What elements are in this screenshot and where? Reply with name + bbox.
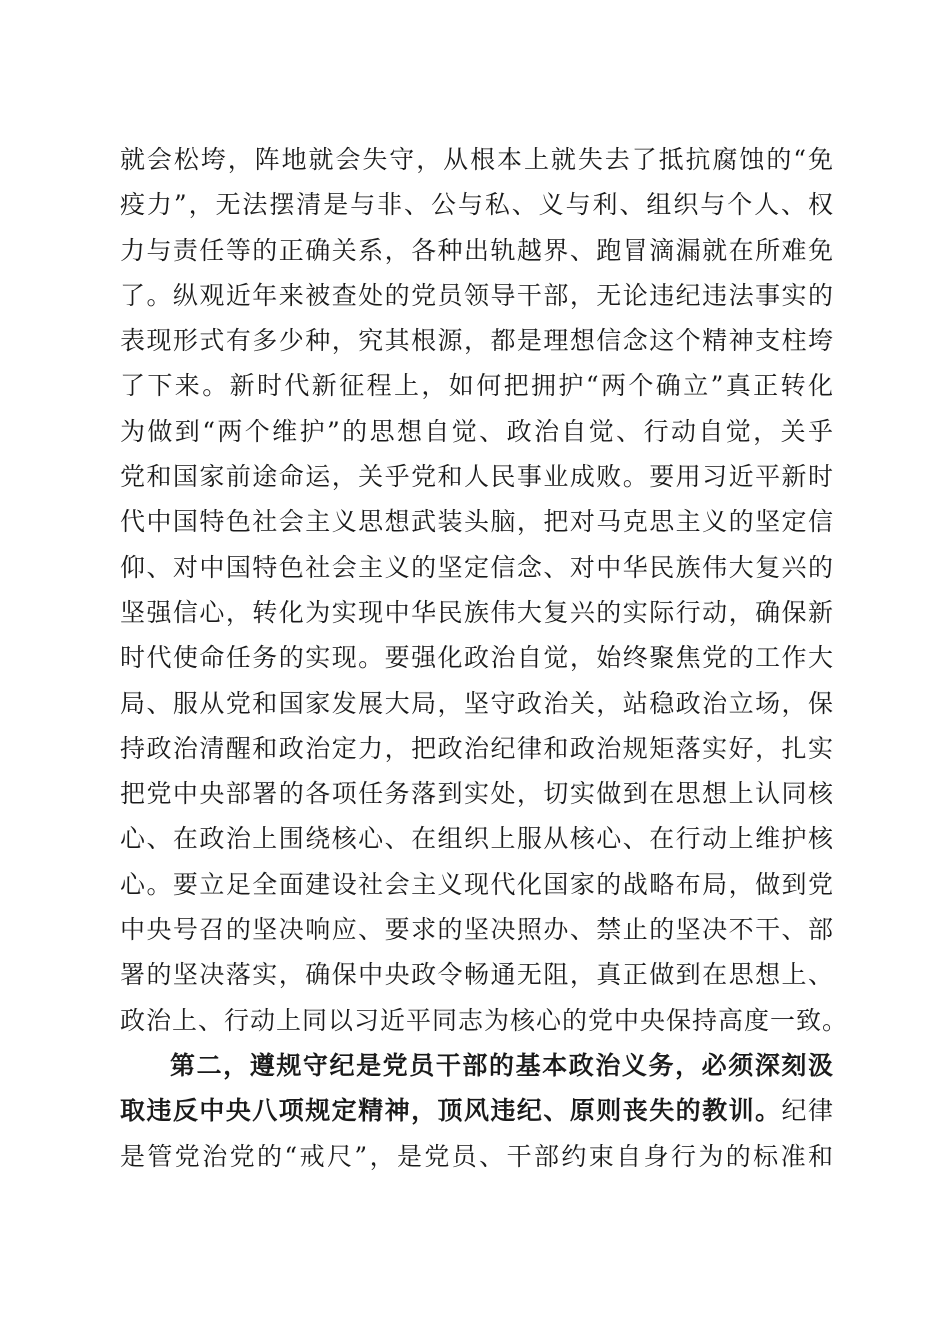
paragraph-line: 了。纵观近年来被查处的党员领导干部，无论违纪违法事实的 bbox=[120, 280, 834, 310]
section-heading-tail: 取违反中央八项规定精神，顶风违纪、原则丧失的教训。 bbox=[120, 1096, 782, 1126]
paragraph-line: 仰、对中国特色社会主义的坚定信念、对中华民族伟大复兴的 bbox=[120, 552, 834, 582]
paragraph-line: 局、服从党和国家发展大局，坚守政治关，站稳政治立场，保 bbox=[120, 688, 834, 718]
paragraph-line: 署的坚决落实，确保中央政令畅通无阻，真正做到在思想上、 bbox=[120, 960, 834, 990]
paragraph-line: 疫力”，无法摆清是与非、公与私、义与利、组织与个人、权 bbox=[120, 190, 834, 220]
paragraph-line: 党和国家前途命运，关乎党和人民事业成败。要用习近平新时 bbox=[120, 462, 834, 492]
paragraph-line: 代中国特色社会主义思想武装头脑，把对马克思主义的坚定信 bbox=[120, 507, 834, 537]
paragraph-line: 表现形式有多少种，究其根源，都是理想信念这个精神支柱垮 bbox=[120, 326, 834, 356]
paragraph-line: 中央号召的坚决响应、要求的坚决照办、禁止的坚决不干、部 bbox=[120, 915, 834, 945]
paragraph-line: 了下来。新时代新征程上，如何把拥护“两个确立”真正转化 bbox=[120, 371, 834, 401]
paragraph-line: 就会松垮，阵地就会失守，从根本上就失去了抵抗腐蚀的“免 bbox=[120, 145, 834, 174]
paragraph-line: 为做到“两个维护”的思想自觉、政治自觉、行动自觉，关乎 bbox=[120, 416, 834, 446]
paragraph-line: 把党中央部署的各项任务落到实处，切实做到在思想上认同核 bbox=[120, 779, 834, 809]
paragraph-line: 是管党治党的“戒尺”，是党员、干部约束自身行为的标准和 bbox=[120, 1141, 834, 1171]
paragraph-text: 纪律 bbox=[781, 1096, 834, 1126]
paragraph-line: 持政治清醒和政治定力，把政治纪律和政治规矩落实好，扎实 bbox=[120, 733, 834, 763]
paragraph-line: 力与责任等的正确关系，各种出轨越界、跑冒滴漏就在所难免 bbox=[120, 235, 834, 265]
paragraph-line: 坚强信心，转化为实现中华民族伟大复兴的实际行动，确保新 bbox=[120, 597, 834, 627]
paragraph-line: 心、在政治上围绕核心、在组织上服从核心、在行动上维护核 bbox=[120, 824, 834, 854]
document-body bbox=[120, 137, 849, 1179]
paragraph-line: 心。要立足全面建设社会主义现代化国家的战略布局，做到党 bbox=[120, 869, 834, 899]
paragraph-line: 政治上、行动上同以习近平同志为核心的党中央保持高度一致。 bbox=[120, 1005, 849, 1035]
paragraph-line bbox=[120, 1088, 834, 1133]
paragraph-line: 时代使命任务的实现。要强化政治自觉，始终聚焦党的工作大 bbox=[120, 643, 834, 673]
section-heading-line: 第二，遵规守纪是党员干部的基本政治义务，必须深刻汲 bbox=[170, 1050, 834, 1080]
